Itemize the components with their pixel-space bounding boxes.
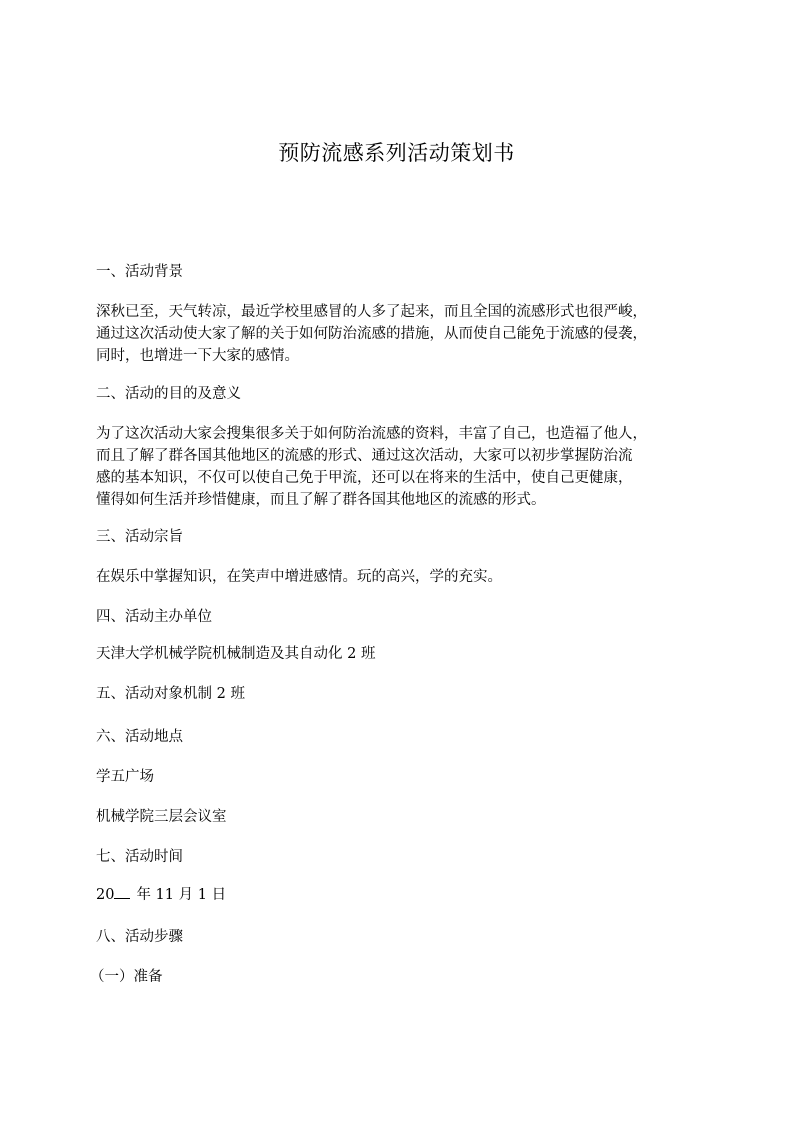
location-item-1: 学五广场 [96, 769, 154, 785]
section-text-time [96, 884, 696, 906]
section-text-organizer: 天津大学机械学院机械制造及其自动化 2 班 [96, 646, 376, 662]
section-heading-organizer: 四、活动主办单位 [96, 609, 212, 625]
paragraph-line: 深秋已至，天气转凉，最近学校里感冒的人多了起来，而且全国的流感形式也很严峻， [96, 304, 647, 320]
location-item-2: 机械学院三层会议室 [96, 809, 227, 825]
section-heading-aim: 三、活动宗旨 [96, 529, 183, 545]
section-heading-location: 六、活动地点 [96, 729, 183, 745]
date-blank-underline [114, 884, 130, 899]
section-text-aim: 在娱乐中掌握知识，在笑声中增进感情。玩的高兴，学的充实。 [96, 569, 502, 585]
subsection-heading-preparation: （一）准备 [90, 969, 163, 985]
paragraph-line: 为了这次活动大家会搜集很多关于如何防治流感的资料，丰富了自己，也造福了他人， [96, 426, 647, 442]
paragraph-line: 感的基本知识，不仅可以使自己免于甲流，还可以在将来的生活中，使自己更健康， [96, 470, 633, 486]
paragraph-line: 懂得如何生活并珍惜健康，而且了解了群各国其他地区的流感的形式。 [96, 492, 546, 508]
paragraph-line: 同时，也增进一下大家的感情。 [96, 348, 299, 364]
date-rest: 年 11 月 1 日 [136, 887, 227, 903]
section-paragraph-background [96, 301, 696, 367]
section-heading-purpose: 二、活动的目的及意义 [96, 386, 241, 402]
section-paragraph-purpose [96, 423, 696, 511]
document-title: 预防流感系列活动策划书 [278, 141, 515, 165]
paragraph-line: 通过这次活动使大家了解的关于如何防治流感的措施，从而使自己能免于流感的侵袭， [96, 326, 647, 342]
section-heading-background: 一、活动背景 [96, 264, 183, 280]
section-heading-time: 七、活动时间 [96, 849, 183, 865]
section-heading-target: 五、活动对象机制 2 班 [96, 686, 245, 702]
section-heading-steps: 八、活动步骤 [96, 929, 183, 945]
paragraph-line: 而且了解了群各国其他地区的流感的形式、通过这次活动，大家可以初步掌握防治流 [96, 448, 633, 464]
date-year-prefix: 20 [96, 887, 115, 903]
